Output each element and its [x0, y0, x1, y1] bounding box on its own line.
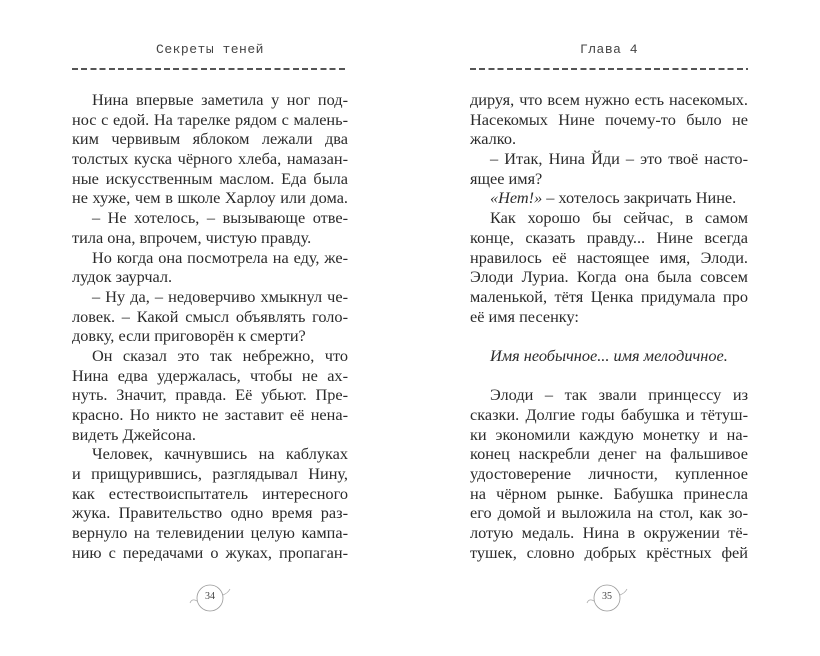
- text-line: – Не хотелось, – вызывающе отве-: [92, 208, 348, 228]
- text-line: не хуже, чем в школе Харлоу или дома.: [72, 188, 348, 208]
- text-line: нос с едой. На тарелке рядом с малень-: [72, 109, 348, 129]
- text-line: толстых куска чёрного хлеба, намазан-: [72, 149, 348, 169]
- page-number-ornament: [194, 583, 226, 613]
- text-line: ящее имя?: [470, 168, 543, 188]
- text-line: маленькой, тётя Ценка придумала про: [470, 286, 748, 306]
- text-line: Элоди Луриа. Когда она была совсем: [470, 267, 748, 287]
- header-dashed-rule: [72, 68, 348, 70]
- page-number: 34: [205, 591, 215, 602]
- text-line: нию с передачами о жуках, пропаган-: [72, 542, 348, 562]
- text-line: жука. Правительство одно время раз-: [72, 503, 348, 523]
- right-page: [470, 0, 748, 656]
- text-line: ким червивым яблоком лежали два: [72, 129, 348, 149]
- text-line: тушек, словно добрых крёстных фей: [470, 542, 748, 562]
- right-page-text: [470, 90, 748, 563]
- text-line: конец наскребли денег на фальшивое: [470, 444, 748, 464]
- text-line: Элоди – так звали принцессу из: [490, 385, 748, 405]
- blank-line: [470, 366, 748, 386]
- text-line: ки экономили каждую монетку и на-: [470, 424, 748, 444]
- text-line: нуть. Значит, правда. Её убьют. Пре-: [72, 385, 348, 405]
- text-line: его домой и выложила на стол, как зо-: [470, 503, 748, 523]
- text-line: дируя, что всем нужно есть насекомых.: [470, 90, 748, 109]
- text-line: Он сказал это так небрежно, что: [92, 345, 348, 365]
- italic-exclamation: «Нет!»: [490, 188, 543, 208]
- text-span: – хотелось закричать Нине.: [542, 188, 737, 208]
- text-line: лудок заурчал.: [72, 267, 173, 287]
- text-line: Насекомых Нине почему-то было не: [470, 109, 748, 129]
- page-number: 35: [602, 591, 612, 602]
- text-line: довку, если приговорён к смерти?: [72, 326, 306, 346]
- text-line: видеть Джейсона.: [72, 424, 196, 444]
- page-number-ornament: [591, 583, 623, 613]
- text-line: тила она, впрочем, чистую правду.: [72, 227, 312, 247]
- text-line: Нина впервые заметила у ног под-: [92, 90, 348, 109]
- text-line: удостоверение личности, купленное: [470, 464, 748, 484]
- text-line: [470, 188, 748, 208]
- text-line: Человек, качнувшись на каблуках: [92, 444, 348, 464]
- text-line: жалко.: [470, 129, 517, 149]
- blank-line: [470, 326, 748, 346]
- text-line: сказки. Долгие годы бабушка и тётуш-: [470, 405, 748, 424]
- left-page-text: [72, 90, 348, 563]
- text-line: конце, сказать правду... Нине всегда: [470, 227, 748, 247]
- header-dashed-rule: [470, 68, 748, 70]
- text-line: красно. Но никто не заставит её нена-: [72, 405, 348, 424]
- verse-line: Имя необычное... имя мелодичное.: [490, 345, 728, 365]
- text-line: Нина едва удержалась, чтобы не ах-: [72, 365, 348, 385]
- text-line: её имя песенку:: [470, 306, 579, 326]
- text-line: вернуло на телевидении целую кампа-: [72, 523, 348, 543]
- left-page: [72, 0, 348, 656]
- text-line: – Ну да, – недоверчиво хмыкнул че-: [92, 286, 348, 306]
- text-line: – Итак, Нина Йди – это твоё насто-: [490, 149, 748, 169]
- running-header-book-title: Секреты теней: [156, 42, 264, 57]
- text-line: лотую медаль. Нина в окружении тё-: [470, 523, 748, 543]
- text-line: на чёрном рынке. Бабушка принесла: [470, 483, 748, 503]
- text-line: и прищурившись, разглядывал Нину,: [72, 464, 348, 484]
- text-line: Но когда она посмотрела на еду, же-: [92, 247, 348, 267]
- text-line: ные искусственным маслом. Еда была: [72, 168, 348, 188]
- text-line: нравилось её настоящее имя, Элоди.: [470, 247, 748, 267]
- running-header-chapter: Глава 4: [579, 42, 639, 57]
- text-line: Как хорошо бы сейчас, в самом: [490, 208, 748, 228]
- text-line: ловек. – Какой смысл объявлять голо-: [72, 306, 348, 326]
- text-line: как естествоиспытатель интересного: [72, 483, 348, 503]
